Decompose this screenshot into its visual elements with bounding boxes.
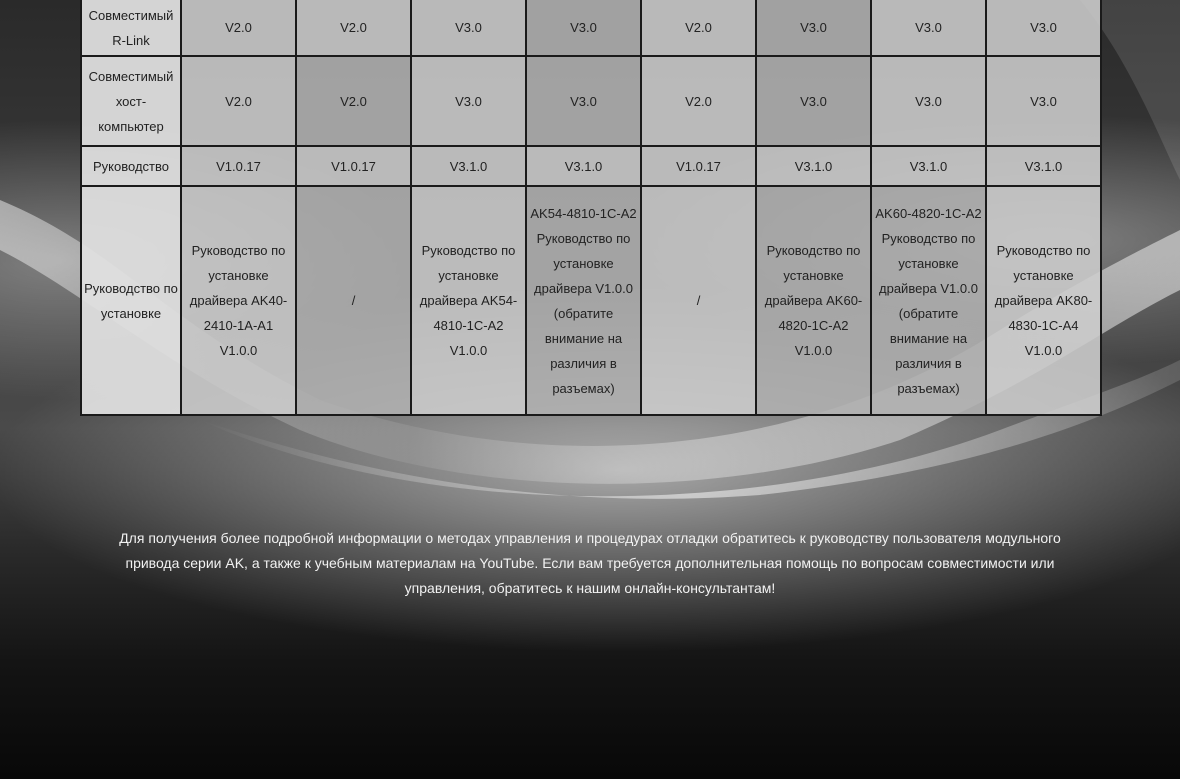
table-cell: Руководство по установке драйвера AK80-4830-1C-A4 V1.0.0 (986, 186, 1101, 415)
table-cell: V3.0 (411, 0, 526, 56)
table-cell: Руководство по установке драйвера AK60-4820-1C-A2 V1.0.0 (756, 186, 871, 415)
table-cell: V3.1.0 (411, 146, 526, 186)
table-cell: V3.0 (756, 0, 871, 56)
table-cell: / (296, 186, 411, 415)
table-cell: V1.0.17 (181, 146, 296, 186)
table-cell: V3.0 (986, 56, 1101, 146)
table-cell: V2.0 (181, 56, 296, 146)
footer-note: Для получения более подробной информации о методах управления и процедурах отладки обратитесь к руководству пользователя модульного привода серии AK, а также к учебным материалам на YouTube. Если вам требуется дополнительная помощь по вопросам совместимости или управления, обратитесь к нашим онлайн-консультантам! (119, 530, 1061, 596)
table-cell: Руководство по установке драйвера AK54-4810-1C-A2 V1.0.0 (411, 186, 526, 415)
table-row-r-link (81, 0, 1101, 56)
table-cell: AK54-4810-1C-A2 Руководство по установке драйвера V1.0.0 (обратите внимание на различия в разъемах) (526, 186, 641, 415)
table-cell: AK60-4820-1C-A2 Руководство по установке драйвера V1.0.0 (обратите внимание на различия в разъемах) (871, 186, 986, 415)
table-cell: / (641, 186, 756, 415)
table-cell: V3.1.0 (756, 146, 871, 186)
table-cell: V1.0.17 (641, 146, 756, 186)
table-cell: V3.0 (411, 56, 526, 146)
table-cell: V3.1.0 (526, 146, 641, 186)
table-cell: V3.0 (871, 56, 986, 146)
table-cell: V3.1.0 (871, 146, 986, 186)
table-cell: V3.0 (526, 0, 641, 56)
table-cell: Руководство по установке драйвера AK40-2410-1A-A1 V1.0.0 (181, 186, 296, 415)
table-cell: V2.0 (296, 0, 411, 56)
row-header-host-computer: Совместимый хост-компьютер (81, 56, 181, 146)
table-cell: V1.0.17 (296, 146, 411, 186)
table-row-host-computer (81, 56, 1101, 146)
table-cell: V3.0 (986, 0, 1101, 56)
row-header-manual: Руководство (81, 146, 181, 186)
table-row-installation-guide (81, 186, 1101, 415)
table-cell: V3.0 (526, 56, 641, 146)
table-row-manual (81, 146, 1101, 186)
compatibility-table (80, 0, 1102, 416)
table-cell: V2.0 (641, 0, 756, 56)
compatibility-table-container (80, 0, 1100, 416)
table-cell: V2.0 (181, 0, 296, 56)
row-header-r-link: Совместимый R-Link (81, 0, 181, 56)
table-cell: V3.1.0 (986, 146, 1101, 186)
table-cell: V2.0 (641, 56, 756, 146)
table-cell: V3.0 (756, 56, 871, 146)
table-cell: V2.0 (296, 56, 411, 146)
table-cell: V3.0 (871, 0, 986, 56)
row-header-installation-guide: Руководство по установке (81, 186, 181, 415)
